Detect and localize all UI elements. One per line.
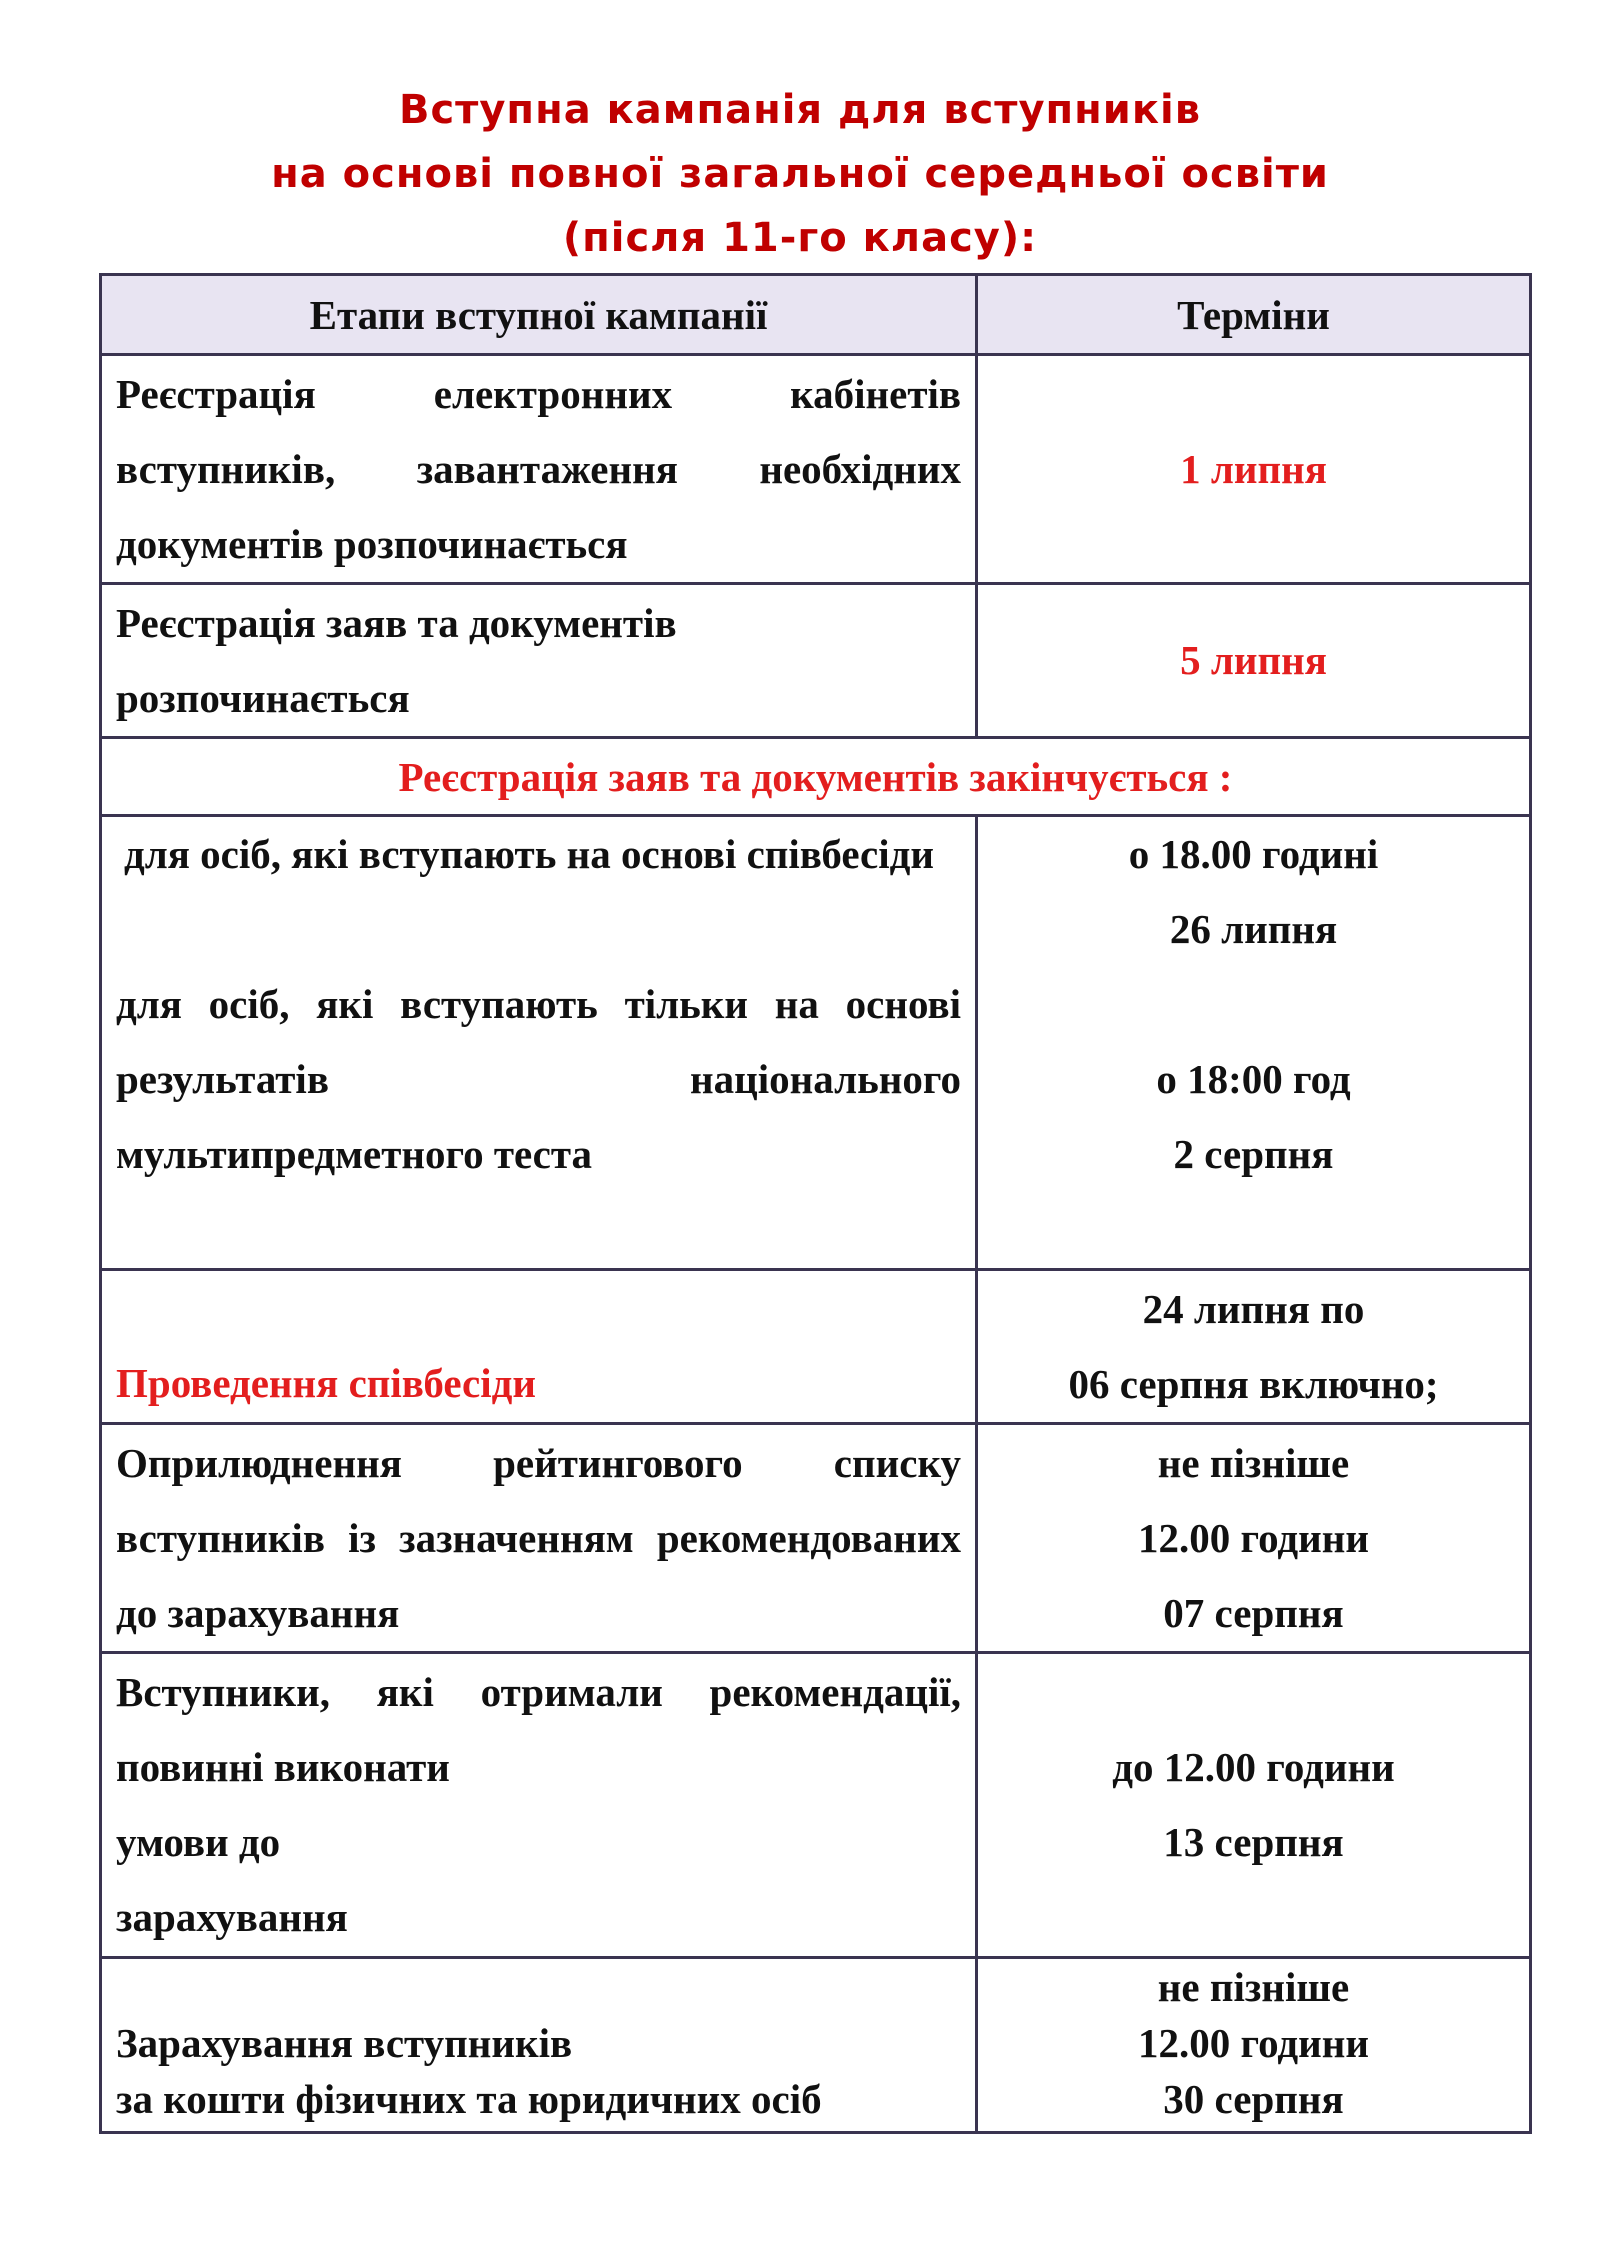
stage-cell: Оприлюднення рейтингового списку вступників із зазначенням рекомендованих до зарахування [101, 1424, 977, 1653]
section-heading-row [101, 738, 1531, 816]
conditions-stage-line: умови до [116, 1819, 281, 1865]
table-row [101, 355, 1531, 584]
conditions-stage-line: зарахування [116, 1894, 348, 1940]
term-line: 30 серпня [1163, 2076, 1344, 2122]
term-line: не пізніше [1157, 1964, 1350, 2010]
spacer [116, 892, 961, 967]
term-line: 13 серпня [1163, 1819, 1344, 1865]
term-cell [977, 816, 1531, 1270]
title-line-3: (після 11-го класу): [562, 215, 1038, 261]
header-terms: Терміни [977, 275, 1531, 355]
table-header-row [101, 275, 1531, 355]
conditions-stage-line: Вступники, які отримали рекомендації, повинні виконати [116, 1669, 961, 1790]
term-cell [977, 1424, 1531, 1653]
term-line: 06 серпня включно; [1068, 1360, 1439, 1407]
term-line: не пізніше [1157, 1439, 1350, 1486]
nmt-date: 2 серпня [1173, 1131, 1334, 1177]
enrollment-stage-line: за кошти фізичних та юридичних осіб [116, 2076, 822, 2122]
table-row [101, 1958, 1531, 2133]
title-line-2: на основі повної загальної середньої освіти [271, 151, 1329, 197]
interview-time: о 18.00 годині [1128, 831, 1379, 877]
table-row [101, 816, 1531, 1270]
spacer [992, 967, 1515, 1042]
term-cell: 1 липня [977, 355, 1531, 584]
term-line: 12.00 години [1137, 1514, 1370, 1561]
table-row [101, 1653, 1531, 1958]
header-stages: Етапи вступної кампанії [101, 275, 977, 355]
interview-stage: для осіб, які вступають на основі співбесіди [124, 831, 935, 877]
term-line: 12.00 години [1137, 2020, 1370, 2066]
interview-date: 26 липня [1169, 906, 1338, 952]
stage-cell: Проведення співбесіди [101, 1270, 977, 1424]
stage-cell: Реєстрація заяв та документів розпочинається [101, 584, 977, 738]
term-line: 24 липня по [1142, 1285, 1365, 1332]
term-cell [977, 1653, 1531, 1958]
term-cell: 5 липня [977, 584, 1531, 738]
nmt-stage: для осіб, які вступають тільки на основі результатів національного мультипредметного теста [116, 981, 961, 1177]
term-cell [977, 1270, 1531, 1424]
table-row [101, 1424, 1531, 1653]
term-cell [977, 1958, 1531, 2133]
table-row [101, 584, 1531, 738]
page-title [0, 78, 1600, 270]
section-heading: Реєстрація заяв та документів закінчується : [101, 738, 1531, 816]
stage-cell: Реєстрація електронних кабінетів вступників, завантаження необхідних документів розпочинається [101, 355, 977, 584]
stage-cell [101, 1653, 977, 1958]
stage-cell [101, 816, 977, 1270]
enrollment-stage-line: Зарахування вступників [116, 2020, 573, 2066]
nmt-time: о 18:00 год [1156, 1056, 1351, 1102]
schedule-table [99, 273, 1532, 2134]
stage-cell [101, 1958, 977, 2133]
table-row [101, 1270, 1531, 1424]
title-line-1: Вступна кампанія для вступників [398, 87, 1202, 133]
term-line: 07 серпня [1163, 1589, 1344, 1636]
term-line: до 12.00 години [1112, 1744, 1395, 1790]
